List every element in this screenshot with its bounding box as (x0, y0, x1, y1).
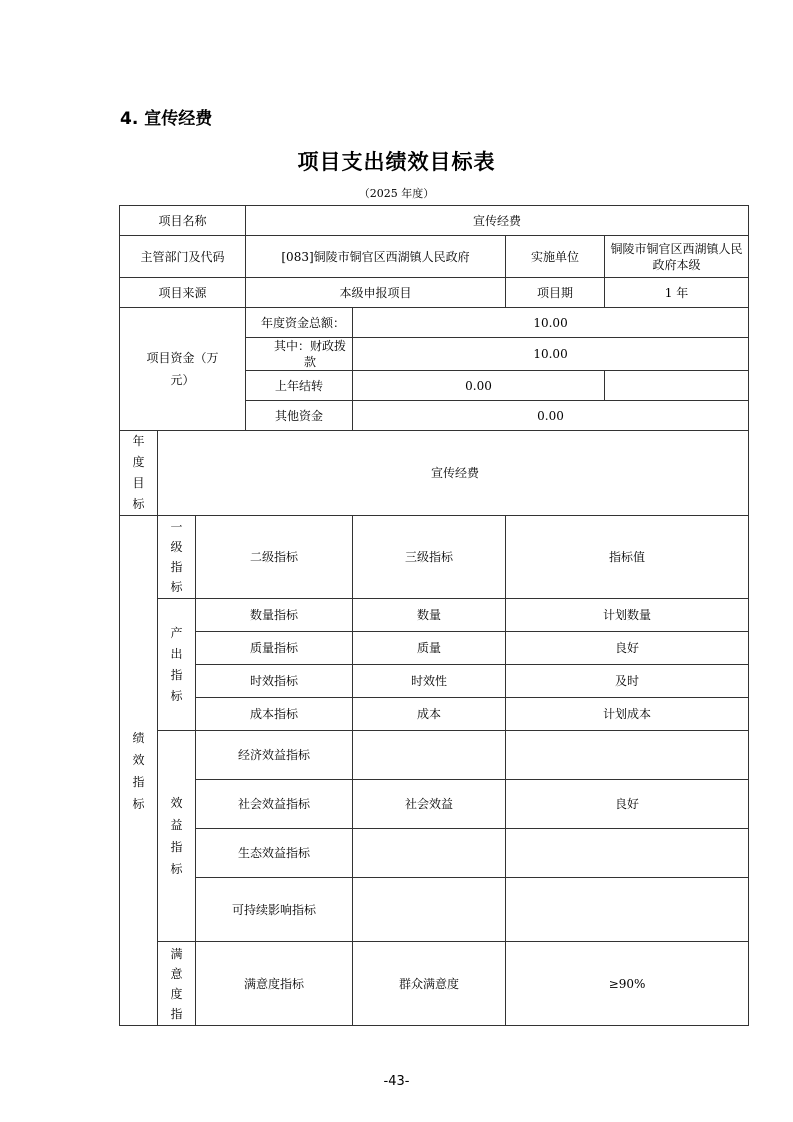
funds-row-value: 10.00 (353, 338, 749, 371)
benefit-l3: 社会效益 (353, 780, 506, 829)
benefit-l2-text: 可持续影响指标 (231, 902, 316, 917)
perf-label (120, 516, 158, 1026)
satisfaction-l3: 群众满意度 (353, 942, 506, 1026)
row-department (120, 236, 749, 278)
level1-header (158, 516, 196, 599)
page-number: -43- (383, 1074, 410, 1089)
section-title: 4. 宣传经费 (120, 109, 213, 129)
table-row (120, 942, 749, 1026)
benefit-l2: 经济效益指标 (196, 731, 353, 780)
row-perf-header (120, 516, 749, 599)
funds-label (120, 308, 246, 431)
benefit-value: 良好 (506, 780, 749, 829)
perf-label-text: 绩效指标 (132, 730, 145, 811)
funds-row-label: 年度资金总额： (246, 308, 353, 338)
table-row (120, 632, 749, 665)
output-label (158, 599, 196, 731)
output-label-text: 产出指标 (170, 625, 183, 703)
impl-value: 铜陵市铜官区西湖镇人民政府本级 (605, 236, 749, 278)
row-funds-total (120, 308, 749, 338)
funds-row-value-right (605, 371, 749, 401)
satisfaction-value: ≥90% (506, 942, 749, 1026)
project-name-value: 宣传经费 (246, 206, 749, 236)
document-title: 项目支出绩效目标表 (297, 150, 496, 174)
table-row (120, 829, 749, 878)
output-value: 计划数量 (506, 599, 749, 632)
benefit-l2: 社会效益指标 (196, 780, 353, 829)
output-l3: 时效性 (353, 665, 506, 698)
satisfaction-l2: 满意度指标 (196, 942, 353, 1026)
output-l3: 成本 (353, 698, 506, 731)
benefit-l3 (353, 829, 506, 878)
row-project-name (120, 206, 749, 236)
benefit-value (506, 878, 749, 942)
year-label: （2025 年度） (358, 187, 435, 200)
dept-value: [083]铜陵市铜官区西湖镇人民政府 (246, 236, 506, 278)
period-label: 项目期 (506, 278, 605, 308)
benefit-l2 (196, 878, 353, 942)
table-row (120, 878, 749, 942)
funds-label-text: 项目资金（万元） (146, 351, 219, 387)
project-name-label: 项目名称 (120, 206, 246, 236)
satisfaction-label (158, 942, 196, 1026)
performance-goal-table (119, 205, 749, 1026)
benefit-label-text: 效益指标 (170, 796, 183, 876)
benefit-l2: 生态效益指标 (196, 829, 353, 878)
row-source (120, 278, 749, 308)
output-value: 计划成本 (506, 698, 749, 731)
table-row (120, 780, 749, 829)
dept-label: 主管部门及代码 (120, 236, 246, 278)
level3-header: 三级指标 (353, 516, 506, 599)
output-l2: 时效指标 (196, 665, 353, 698)
annual-goal-value: 宣传经费 (158, 431, 749, 516)
level2-header: 二级指标 (196, 516, 353, 599)
output-value: 良好 (506, 632, 749, 665)
benefit-l3 (353, 878, 506, 942)
annual-goal-label-text: 年度目标 (132, 434, 145, 511)
table-row (120, 599, 749, 632)
table-row (120, 731, 749, 780)
funds-row-value: 0.00 (353, 401, 749, 431)
funds-row-label: 上年结转 (246, 371, 353, 401)
funds-row-value: 0.00 (353, 371, 605, 401)
period-value: 1 年 (605, 278, 749, 308)
value-header: 指标值 (506, 516, 749, 599)
output-l2: 质量指标 (196, 632, 353, 665)
output-l2: 数量指标 (196, 599, 353, 632)
table-row (120, 698, 749, 731)
output-value: 及时 (506, 665, 749, 698)
source-value: 本级申报项目 (246, 278, 506, 308)
benefit-value (506, 829, 749, 878)
benefit-value (506, 731, 749, 780)
funds-row-value: 10.00 (353, 308, 749, 338)
impl-label: 实施单位 (506, 236, 605, 278)
benefit-l3 (353, 731, 506, 780)
output-l2: 成本指标 (196, 698, 353, 731)
table-row (120, 665, 749, 698)
funds-row-label: 其他资金 (246, 401, 353, 431)
source-label: 项目来源 (120, 278, 246, 308)
output-l3: 数量 (353, 599, 506, 632)
benefit-label (158, 731, 196, 942)
annual-goal-label (120, 431, 158, 516)
funds-row-label: 其中：财政拨款 (246, 338, 353, 371)
output-l3: 质量 (353, 632, 506, 665)
level1-header-text: 一级指标 (170, 520, 183, 594)
row-annual-goal (120, 431, 749, 516)
satisfaction-label-text: 满意度指 (170, 946, 183, 1021)
